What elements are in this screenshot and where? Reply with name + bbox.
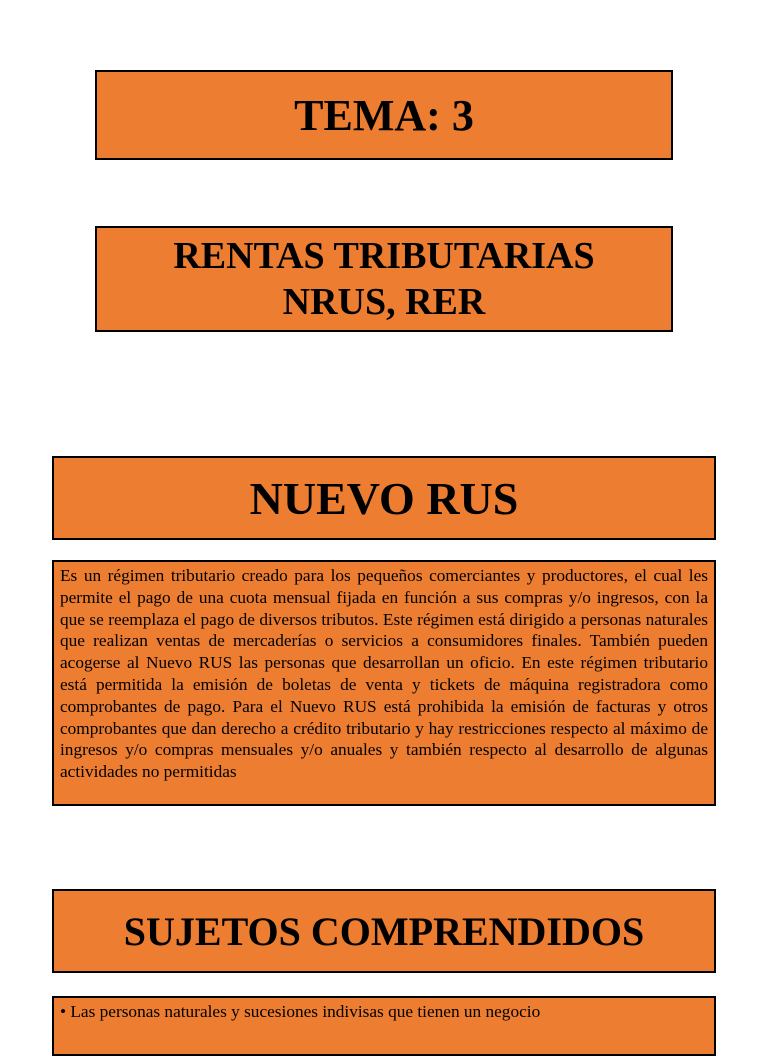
- nuevo-rus-description: Es un régimen tributario creado para los pequeños comerciantes y productores, el cual les permite el pago de una cuota mensual fijada en función a sus compras y/o ingresos, con la que se reemplaza el pago de diversos tributos. Este régimen está dirigido a personas naturales que realizan ventas de mercaderías o servicios a consumidores finales. También pueden acogerse al Nuevo RUS las personas que desarrollan un oficio. En este régimen tributario está permitida la emisión de boletas de venta y tickets de máquina registradora como comprobantes de pago. Para el Nuevo RUS está prohibida la emisión de facturas y otros comprobantes que dan derecho a crédito tributario y hay restricciones respecto al máximo de ingresos y/o compras mensuales y/o anuales y también respecto al desarrollo de algunas actividades no permitidas: [52, 560, 716, 806]
- sujetos-title: SUJETOS COMPRENDIDOS: [123, 908, 645, 954]
- tema-title-box: [95, 70, 673, 160]
- sujetos-title-box: [52, 889, 716, 973]
- rentas-title-line2: NRUS, RER: [282, 281, 486, 323]
- nuevo-rus-title-box: [52, 456, 716, 540]
- sujetos-description: • Las personas naturales y sucesiones indivisas que tienen un negocio: [52, 996, 716, 1056]
- tema-title: TEMA: 3: [294, 90, 474, 140]
- rentas-title-box: [95, 226, 673, 332]
- rentas-title-line1: RENTAS TRIBUTARIAS: [173, 235, 595, 277]
- nuevo-rus-title: NUEVO RUS: [249, 472, 519, 524]
